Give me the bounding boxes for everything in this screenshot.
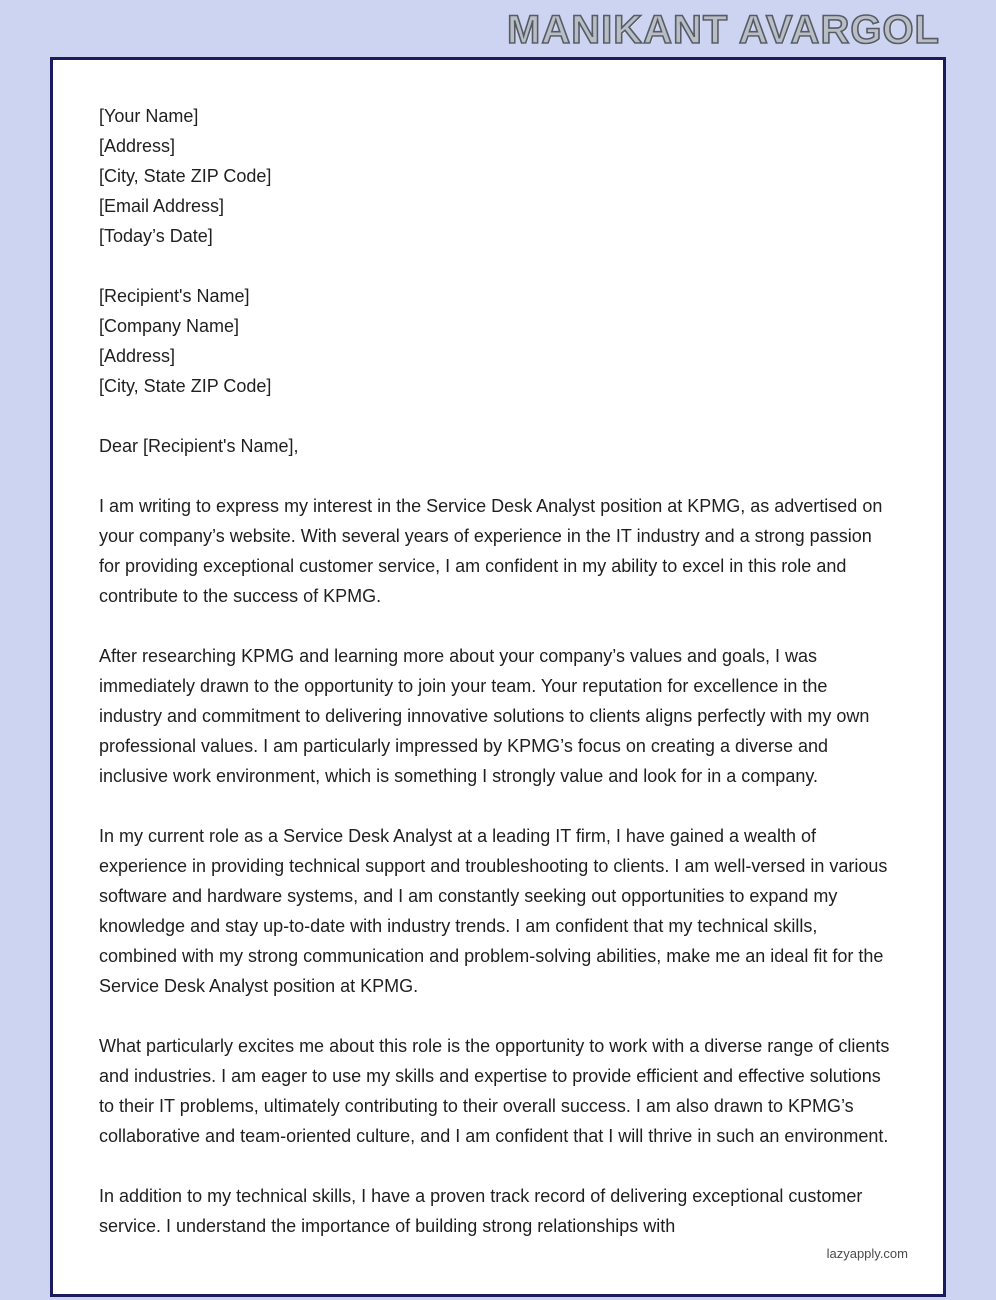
recipient-address-line: [Address] (99, 346, 176, 366)
salutation: Dear [Recipient's Name], (99, 436, 299, 456)
page-header (0, 8, 940, 53)
sender-date-line: [Today’s Date] (99, 226, 213, 246)
letter-paragraph: I am writing to express my interest in the Service Desk Analyst position at KPMG, as advertised on your company’s website. With several years of experience in the IT industry and a strong passion for providing exceptional customer service, I am confident in my ability to excel in this role and contribute to the success of KPMG. (99, 496, 883, 606)
letter-paragraph: What particularly excites me about this role is the opportunity to work with a diverse range of clients and industries. I am eager to use my skills and expertise to provide efficient and effective solutions to their IT problems, ultimately contributing to their overall success. I am also drawn to KPMG’s collaborative and team-oriented culture, and I am confident that I will thrive in such an environment. (99, 1036, 890, 1146)
sender-address-block (99, 101, 893, 251)
sender-address-line: [Address] (99, 136, 176, 156)
recipient-name-line: [Recipient's Name] (99, 286, 250, 306)
watermark-link[interactable]: lazyapply.com (826, 1246, 908, 1261)
cover-letter-document (50, 57, 946, 1297)
letter-body (53, 60, 943, 1241)
recipient-address-block (99, 281, 893, 401)
letter-paragraph: In addition to my technical skills, I have a proven track record of delivering exceptional customer service. I understand the importance of building strong relationships with (99, 1186, 863, 1236)
letter-paragraph: After researching KPMG and learning more about your company’s values and goals, I was immediately drawn to the opportunity to join your team. Your reputation for excellence in the industry and commitment to delivering innovative solutions to clients aligns perfectly with my own professional values. I am particularly impressed by KPMG’s focus on creating a diverse and inclusive work environment, which is something I strongly value and look for in a company. (99, 646, 870, 786)
sender-city-line: [City, State ZIP Code] (99, 166, 272, 186)
recipient-company-line: [Company Name] (99, 316, 240, 336)
recipient-city-line: [City, State ZIP Code] (99, 376, 272, 396)
sender-name-line: [Your Name] (99, 106, 199, 126)
page-title: MANIKANT AVARGOL (507, 8, 940, 52)
letter-paragraph: In my current role as a Service Desk Analyst at a leading IT firm, I have gained a wealth of experience in providing technical support and troubleshooting to clients. I am well-versed in various software and hardware systems, and I am constantly seeking out opportunities to expand my knowledge and stay up-to-date with industry trends. I am confident that my technical skills, combined with my strong communication and problem-solving abilities, make me an ideal fit for the Service Desk Analyst position at KPMG. (99, 826, 888, 996)
sender-email-line: [Email Address] (99, 196, 225, 216)
